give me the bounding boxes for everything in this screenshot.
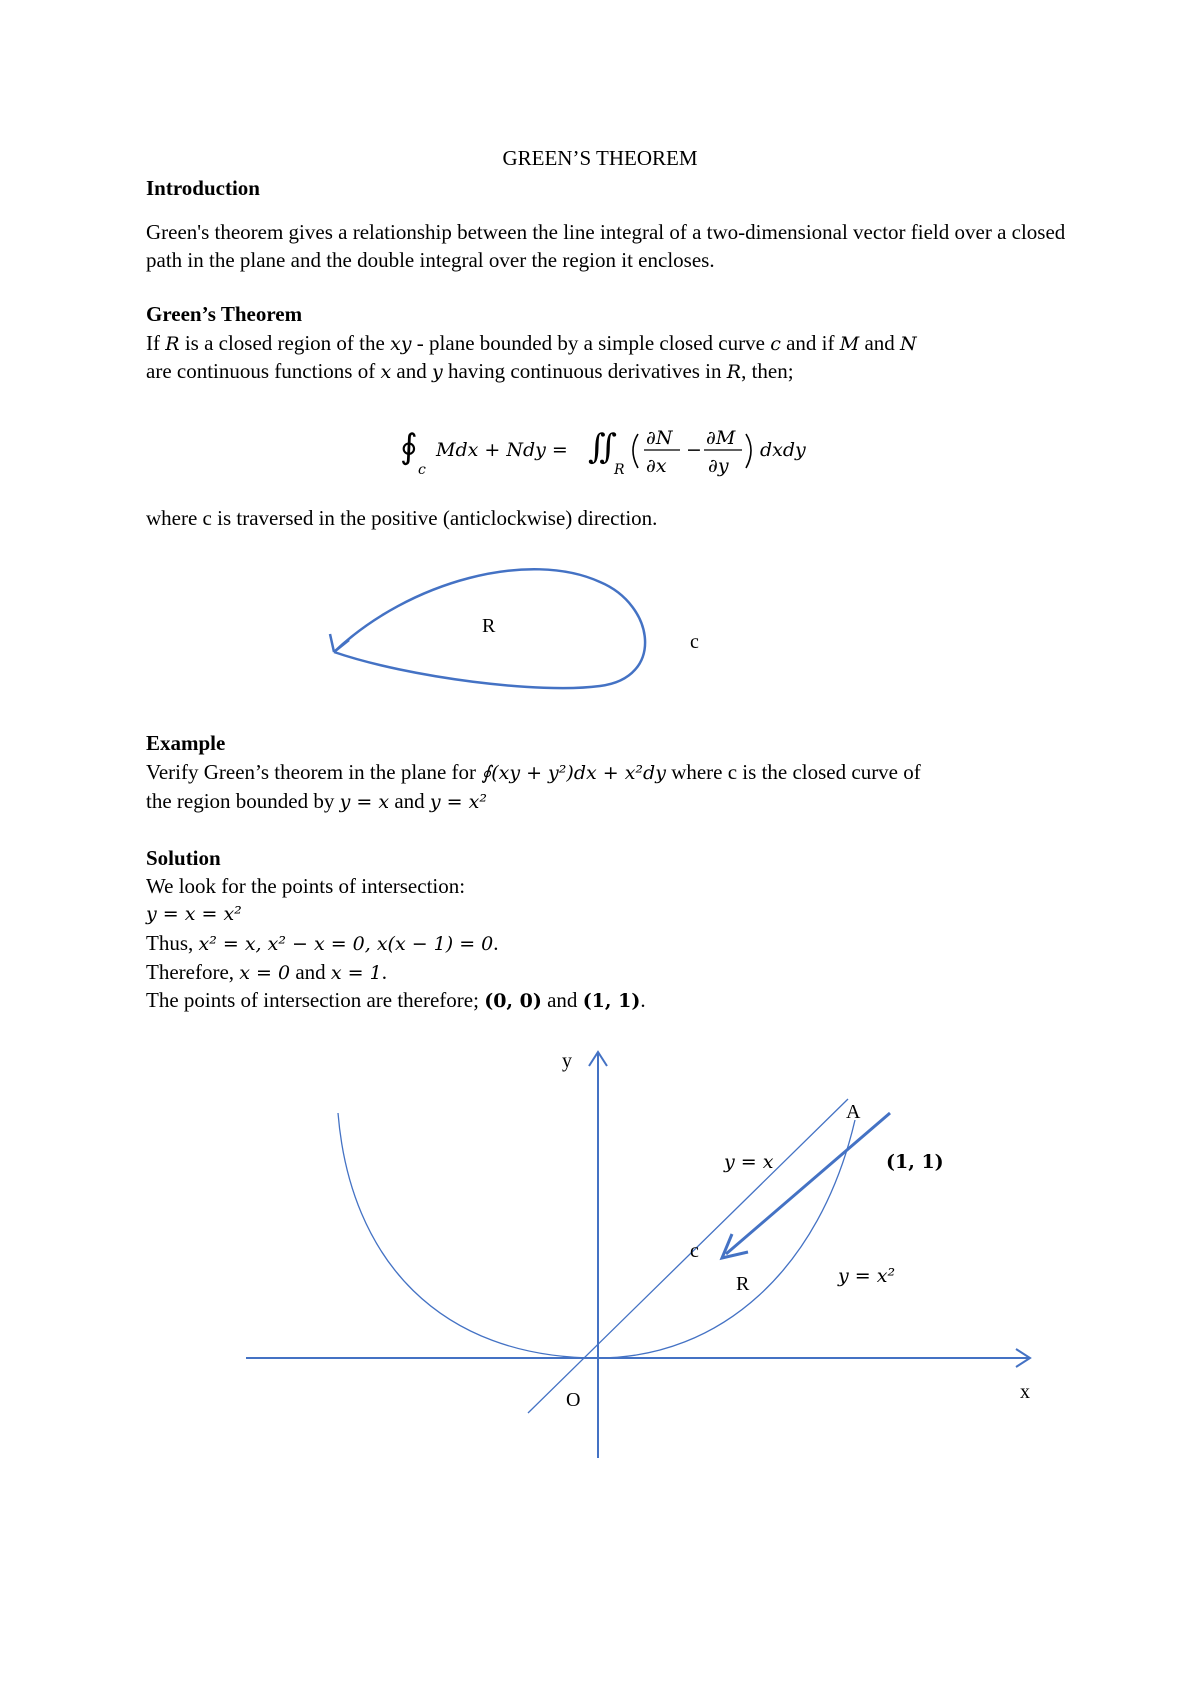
svg-text:∂N: ∂N (646, 427, 673, 449)
origin-label: O (566, 1389, 581, 1411)
greens-formula (380, 410, 840, 490)
theorem-line-2: are continuous functions of x and y having continuous derivatives in R, then; (146, 359, 794, 383)
curve-label-c: c (690, 631, 699, 653)
solution-heading: Solution (146, 846, 221, 870)
x-axis-label: x (1020, 1381, 1030, 1403)
parabola-curve (338, 1113, 855, 1358)
solution-line-1: We look for the points of intersection: (146, 874, 466, 898)
line-label: y = x (724, 1151, 774, 1173)
example-line-1: Verify Green’s theorem in the plane for ∮(xy + y²)dx + x²dy where c is the closed curve of (146, 760, 921, 784)
direction-note: where c is traversed in the positive (anticlockwise) direction. (146, 506, 658, 530)
closed-curve-figure (300, 560, 740, 700)
example-heading: Example (146, 731, 226, 755)
svg-text:∂y: ∂y (708, 455, 729, 477)
intro-text: Green's theorem gives a relationship between the line integral of a two-dimensional vector field over a closed path in the plane and the double integral over the region it encloses. (146, 220, 1066, 272)
region-label-R: R (482, 615, 496, 637)
intersection-figure (0, 1040, 1200, 1480)
svg-text:c: c (418, 462, 426, 478)
svg-text:∮: ∮ (400, 427, 418, 467)
page-title: GREEN’S THEOREM (502, 146, 698, 170)
solution-line-2: y = x = x² (146, 903, 242, 925)
example-line-2: the region bounded by y = x and y = x² (146, 789, 487, 813)
line-y-equals-x (528, 1099, 848, 1413)
svg-text:Mdx + Ndy =: Mdx + Ndy = (436, 439, 568, 461)
svg-text:dxdy: dxdy (760, 439, 806, 461)
solution-line-4: Therefore, x = 0 and x = 1. (146, 960, 387, 984)
direction-arrow (726, 1113, 890, 1254)
point-A-label: A (846, 1101, 861, 1123)
solution-line-3: Thus, x² = x, x² − x = 0, x(x − 1) = 0. (146, 931, 499, 955)
intro-heading: Introduction (146, 176, 260, 200)
y-axis-label: y (562, 1050, 572, 1072)
parabola-label: y = x² (838, 1265, 896, 1287)
theorem-line-1: If R is a closed region of the xy - plane bounded by a simple closed curve c and if M and N (146, 331, 917, 355)
curve-direction-arrow (330, 634, 349, 652)
solution-line-5: The points of intersection are therefore; (0, 0) and (1, 1). (146, 988, 646, 1012)
theorem-heading: Green’s Theorem (146, 302, 303, 326)
svg-text:∂M: ∂M (706, 427, 736, 449)
svg-text:−: − (686, 439, 702, 461)
svg-text:∂x: ∂x (646, 455, 667, 477)
svg-text:R: R (614, 462, 625, 478)
curve-c-label: c (690, 1240, 699, 1262)
region-R-label: R (736, 1273, 750, 1295)
svg-text:∬: ∬ (588, 427, 617, 467)
point-coords-label: (1, 1) (886, 1151, 944, 1173)
